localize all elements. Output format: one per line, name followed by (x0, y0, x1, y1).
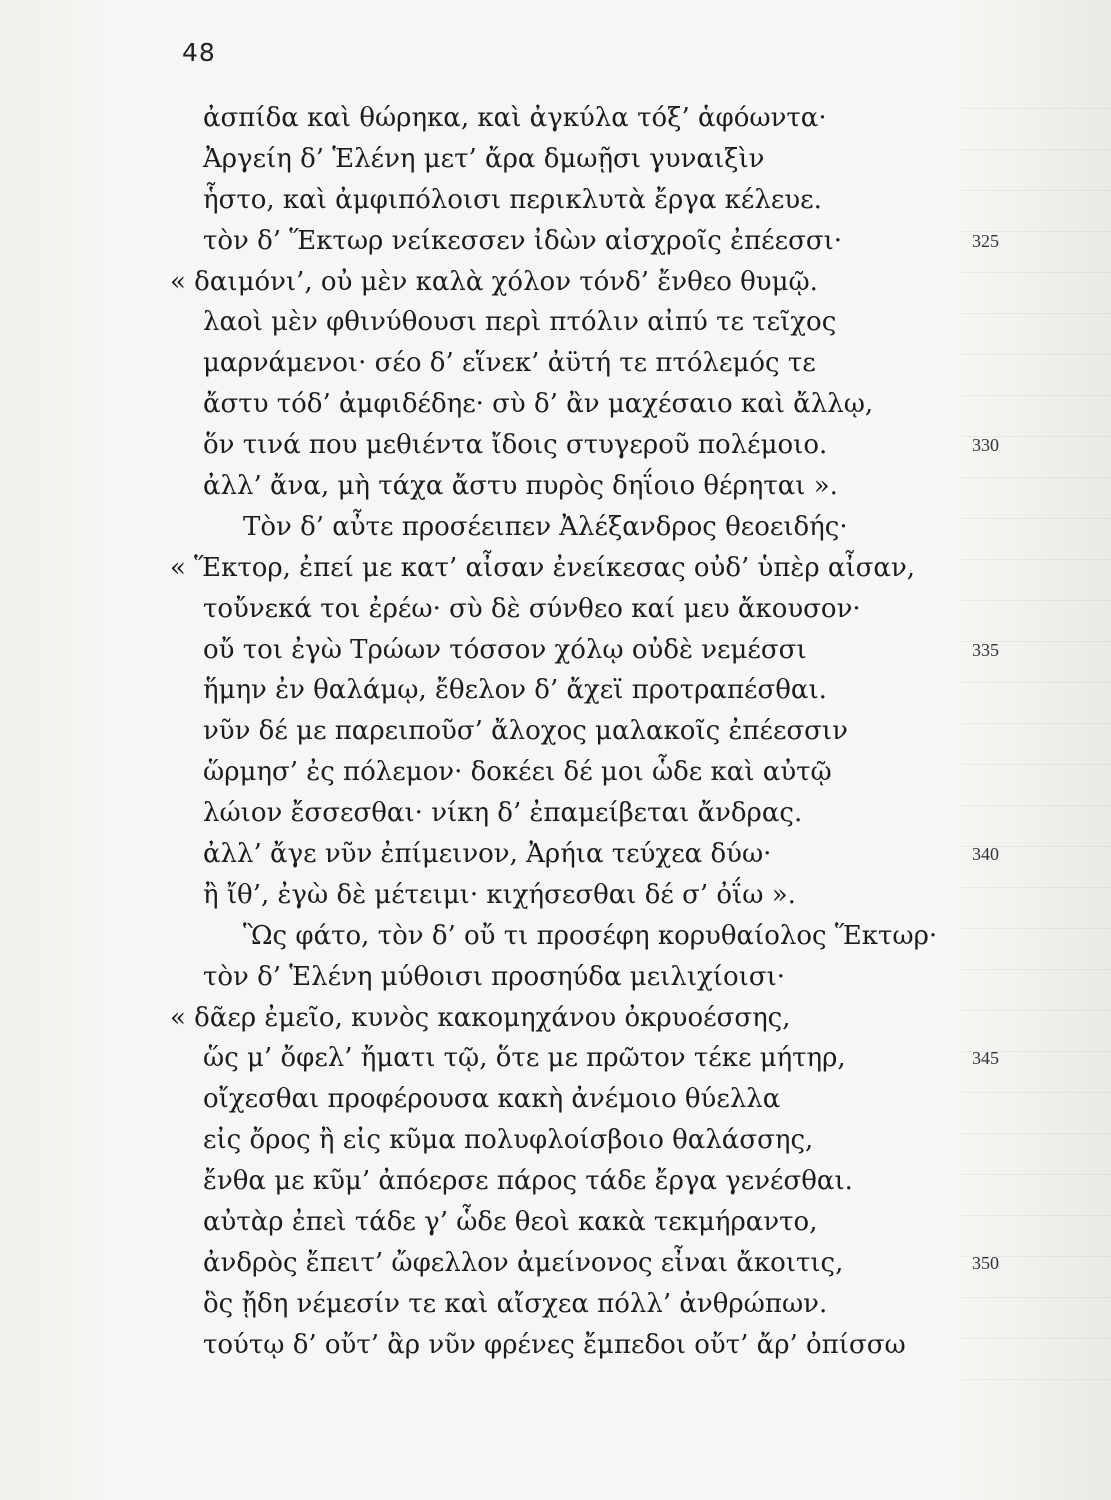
verse-line (0, 1284, 1111, 1325)
verse-line (0, 302, 1111, 343)
verse-line (0, 343, 1111, 384)
verse-line (0, 875, 1111, 916)
verse-text: « δᾶερ ἐμεῖο, κυνὸς κακομηχάνου ὀκρυοέσσης, (170, 1002, 791, 1033)
verse-text: Ὣς φάτο, τὸν δ’ οὔ τι προσέφη κορυθαίολος Ἕκτωρ· (243, 920, 938, 951)
verse-line (0, 957, 1111, 998)
verse-line (0, 466, 1111, 507)
verse-text: « Ἕκτορ, ἐπεί με κατ’ αἶσαν ἐνείκεσας οὐδ’ ὑπὲρ αἶσαν, (170, 552, 916, 583)
verse-line (0, 221, 1111, 262)
line-number: 325 (972, 230, 999, 251)
verse-line (0, 711, 1111, 752)
verse-line (0, 1079, 1111, 1120)
verse-line (0, 1038, 1111, 1079)
verse-line (0, 834, 1111, 875)
verse-line (0, 384, 1111, 425)
verse-line (0, 507, 1111, 548)
verse-text: ἀλλ’ ἄνα, μὴ τάχα ἄστυ πυρὸς δηΐοιο θέρηται ». (203, 471, 838, 502)
verse-line (0, 425, 1111, 466)
verse-text: οἴχεσθαι προφέρουσα κακὴ ἀνέμοιο θύελλα (203, 1084, 781, 1115)
verse-text: τούτῳ δ’ οὔτ’ ἂρ νῦν φρένες ἔμπεδοι οὔτ’ ἄρ’ ὀπίσσω (203, 1329, 906, 1360)
verse-text: αὐτὰρ ἐπεὶ τάδε γ’ ὧδε θεοὶ κακὰ τεκμήραντο, (203, 1207, 818, 1238)
verse-text: οὔ τοι ἐγὼ Τρώων τόσσον χόλῳ οὐδὲ νεμέσσι (203, 634, 807, 665)
verse-text: τοὔνεκά τοι ἐρέω· σὺ δὲ σύνθεο καί μευ ἄκουσον· (203, 593, 861, 624)
verse-line (0, 139, 1111, 180)
verse-text: λώιον ἔσσεσθαι· νίκη δ’ ἐπαμείβεται ἄνδρας. (203, 798, 803, 829)
verse-text: τὸν δ’ Ἑλένη μύθοισι προσηύδα μειλιχίοισι· (203, 961, 786, 992)
verse-line (0, 1325, 1111, 1366)
verse-text: ὃς ᾔδη νέμεσίν τε καὶ αἴσχεα πόλλ’ ἀνθρώπων. (203, 1288, 828, 1319)
line-number: 330 (972, 435, 999, 456)
verse-line (0, 670, 1111, 711)
verse-text: ὥς μ’ ὄφελ’ ἤματι τῷ, ὅτε με πρῶτον τέκε μήτηρ, (203, 1043, 846, 1074)
verse-text: ἀνδρὸς ἔπειτ’ ὤφελλον ἀμείνονος εἶναι ἄκοιτις, (203, 1247, 844, 1278)
verse-text: ἢ ἴθ’, ἐγὼ δὲ μέτειμι· κιχήσεσθαι δέ σ’ ὀΐω ». (203, 879, 796, 910)
verse-line (0, 793, 1111, 834)
verse-text: ἥμην ἐν θαλάμῳ, ἔθελον δ’ ἄχεϊ προτραπέσθαι. (203, 675, 827, 706)
verse-line (0, 548, 1111, 589)
verse-line (0, 98, 1111, 139)
line-number: 345 (972, 1048, 999, 1069)
verse-text: Τὸν δ’ αὖτε προσέειπεν Ἀλέξανδρος θεοειδής· (243, 511, 848, 542)
verse-text: εἰς ὄρος ἢ εἰς κῦμα πολυφλοίσβοιο θαλάσσης, (203, 1125, 814, 1156)
verse-text: Ἀργείη δ’ Ἑλένη μετ’ ἄρα δμωῇσι γυναιξὶν (203, 143, 765, 174)
page-number: 48 (182, 38, 216, 67)
verse-line (0, 916, 1111, 957)
verse-line (0, 180, 1111, 221)
verse-line (0, 998, 1111, 1039)
verse-text: ἀσπίδα καὶ θώρηκα, καὶ ἀγκύλα τόξ’ ἁφόωντα· (203, 103, 827, 133)
verse-line (0, 630, 1111, 671)
verse-text: ὅν τινά που μεθιέντα ἴδοις στυγεροῦ πολέμοιο. (203, 430, 828, 461)
line-number: 335 (972, 639, 999, 660)
verse-line (0, 1202, 1111, 1243)
verse-line (0, 589, 1111, 630)
verse-text: μαρνάμενοι· σέο δ’ εἵνεκ’ ἀϋτή τε πτόλεμός τε (203, 348, 816, 379)
verse-line (0, 262, 1111, 303)
verse-line (0, 1161, 1111, 1202)
line-number: 350 (972, 1252, 999, 1273)
verse-text: ὥρμησ’ ἐς πόλεμον· δοκέει δέ μοι ὧδε καὶ αὐτῷ (203, 757, 832, 788)
verse-text: ἧστο, καὶ ἀμφιπόλοισι περικλυτὰ ἔργα κέλευε. (203, 184, 822, 215)
verse-text: ἀλλ’ ἄγε νῦν ἐπίμεινον, Ἀρήια τεύχεα δύω· (203, 839, 772, 870)
verse-line (0, 1120, 1111, 1161)
verse-line (0, 1243, 1111, 1284)
verse-text: νῦν δέ με παρειποῦσ’ ἄλοχος μαλακοῖς ἐπέεσσιν (203, 716, 848, 747)
line-number: 340 (972, 844, 999, 865)
verse-text: « δαιμόνι’, οὐ μὲν καλὰ χόλον τόνδ’ ἔνθεο θυμῷ. (170, 266, 818, 297)
verse-text: ἄστυ τόδ’ ἀμφιδέδηε· σὺ δ’ ἂν μαχέσαιο καὶ ἄλλῳ, (203, 389, 874, 420)
verse-block (0, 98, 1111, 1366)
verse-text: ἔνθα με κῦμ’ ἀπόερσε πάρος τάδε ἔργα γενέσθαι. (203, 1166, 853, 1197)
verse-text: τὸν δ’ Ἕκτωρ νείκεσσεν ἰδὼν αἰσχροῖς ἐπέεσσι· (203, 225, 843, 256)
verse-line (0, 752, 1111, 793)
verse-text: λαοὶ μὲν φθινύθουσι περὶ πτόλιν αἰπύ τε τεῖχος (203, 307, 837, 338)
